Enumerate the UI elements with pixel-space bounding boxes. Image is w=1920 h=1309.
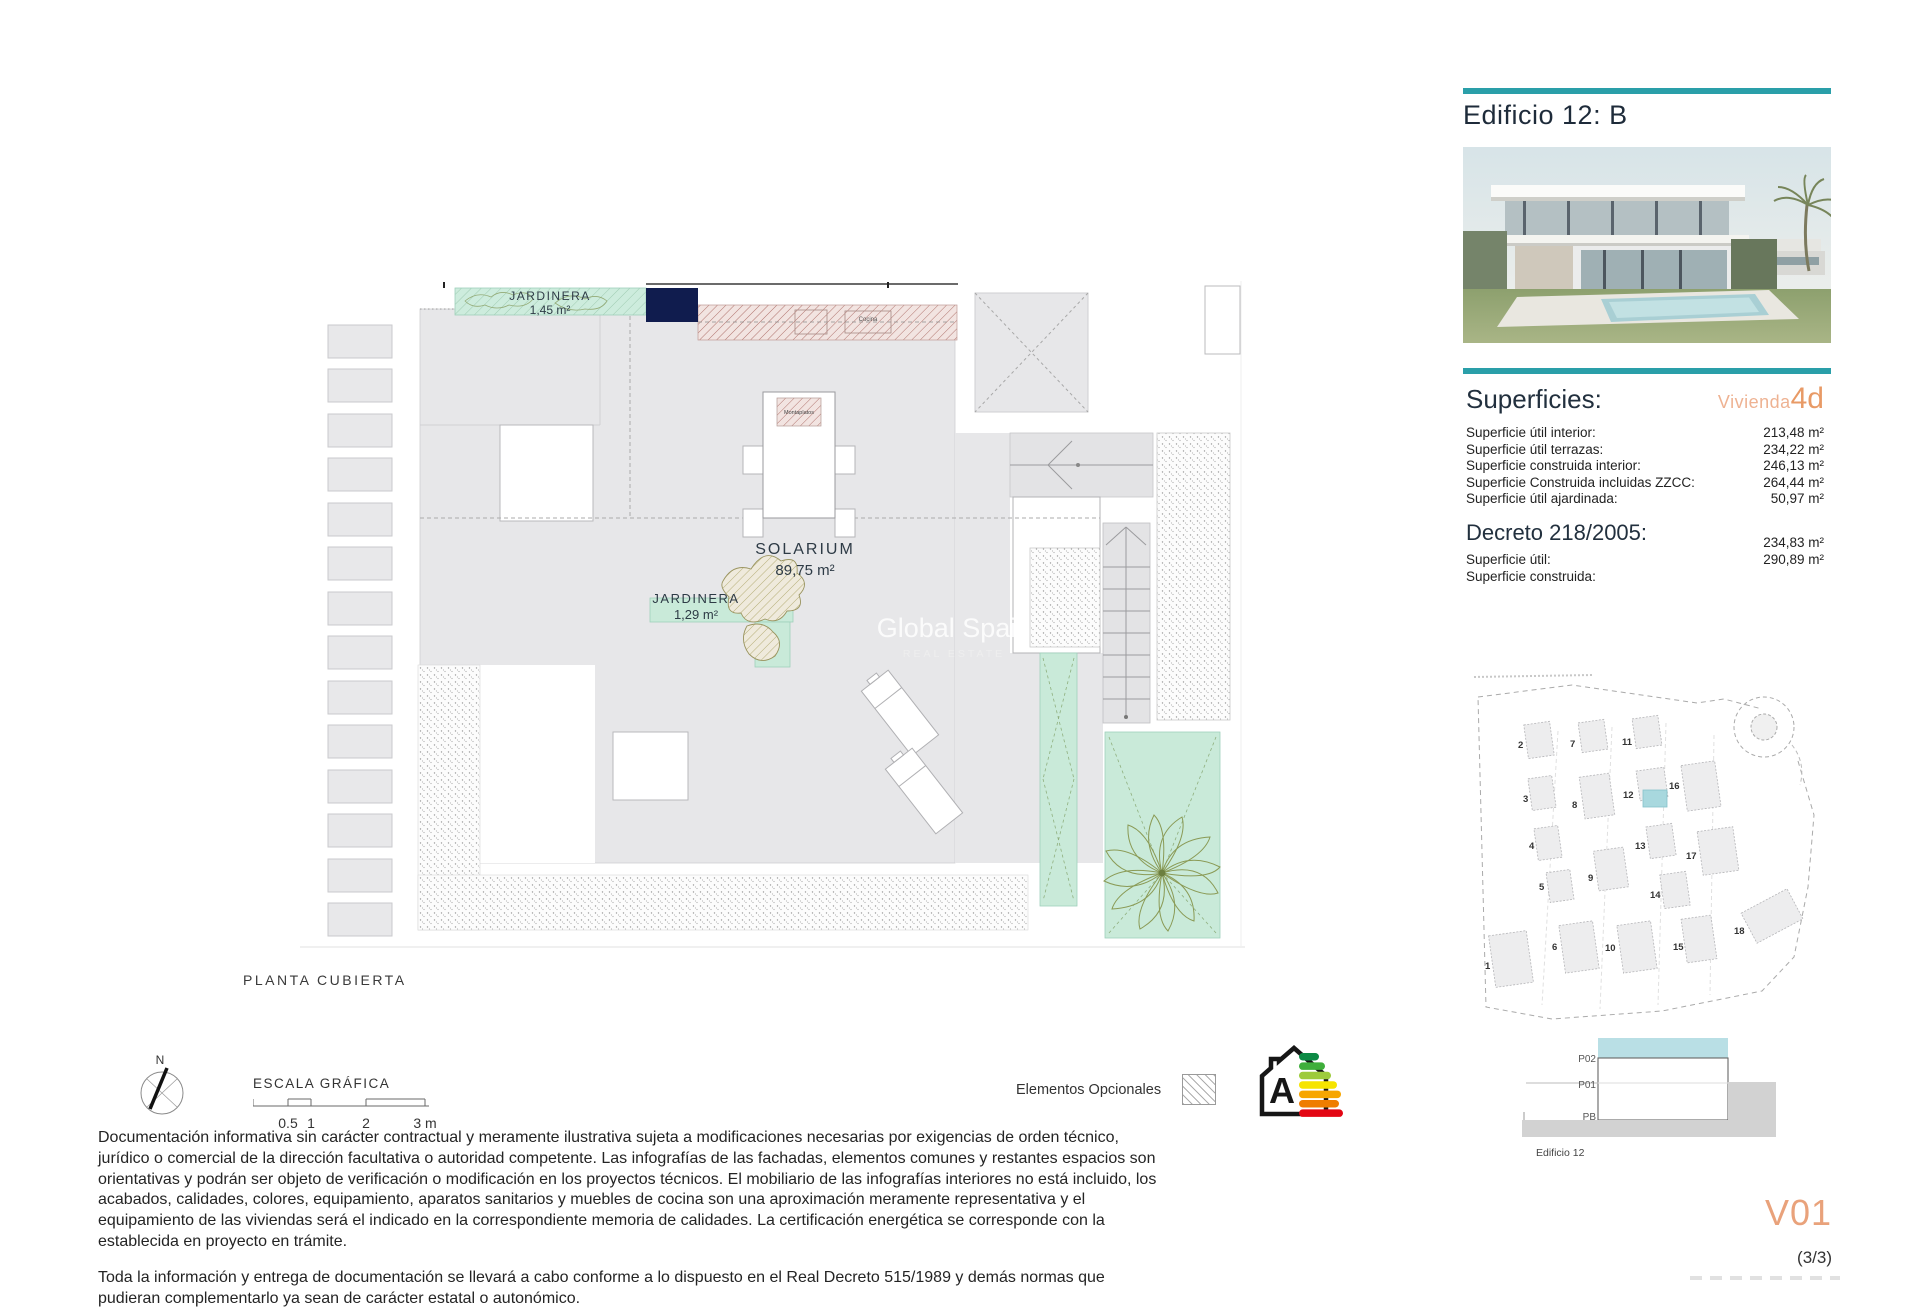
surface-label: Superficie Construida incluidas ZZCC: <box>1466 474 1695 490</box>
decreto-label: Superficie construida: <box>1466 569 1596 584</box>
teal-divider <box>1463 368 1831 374</box>
surface-row <box>1466 475 1824 492</box>
unit-badge <box>1718 382 1824 416</box>
building-section-diagram <box>1518 1032 1780 1164</box>
surface-value: 246,13 m² <box>1763 458 1824 474</box>
plot-number: 16 <box>1669 781 1680 792</box>
highlighted-level <box>1598 1038 1728 1058</box>
plot-number: 17 <box>1686 851 1697 862</box>
page-number: (3/3) <box>1797 1248 1832 1267</box>
compass-icon <box>136 1053 190 1119</box>
navy-block <box>646 288 698 322</box>
palm-garden <box>1104 732 1220 938</box>
plot-number: 2 <box>1518 740 1524 751</box>
scale-tick: 3 m <box>413 1115 437 1131</box>
optional-elements-label: Elementos Opcionales <box>1016 1082 1162 1098</box>
solarium-area: 89,75 m² <box>775 562 835 579</box>
planter-strip <box>1040 653 1077 906</box>
section-caption: Edificio 12 <box>1536 1147 1585 1159</box>
surface-value: 234,22 m² <box>1763 441 1824 457</box>
teal-divider <box>1463 88 1831 94</box>
louver-strip <box>328 325 392 936</box>
roof-x-square <box>975 293 1088 412</box>
plot-number: 18 <box>1734 926 1745 937</box>
graphic-scale <box>253 1076 453 1131</box>
jardinera-top-label: JARDINERA <box>509 289 591 303</box>
surface-label: Superficie construida interior: <box>1466 458 1641 474</box>
plot-number: 4 <box>1529 841 1535 852</box>
plot-number: 6 <box>1552 942 1558 953</box>
plan-caption: PLANTA CUBIERTA <box>243 972 407 988</box>
energy-letter: A <box>1269 1070 1295 1111</box>
scale-bar <box>253 1096 429 1110</box>
plot-number: 12 <box>1623 790 1634 801</box>
surface-value: 213,48 m² <box>1763 425 1824 440</box>
scale-tick: 2 <box>362 1115 370 1131</box>
decreto-title: Decreto 218/2005: <box>1466 520 1648 545</box>
energy-rating-icon <box>1252 1040 1344 1122</box>
site-plan-map <box>1462 665 1832 1025</box>
highlighted-plot <box>1643 790 1667 807</box>
decreto-section <box>1466 520 1824 585</box>
cocina-label: Cocina <box>858 317 878 323</box>
decreto-label: Superficie útil: <box>1466 552 1551 567</box>
plot-number: 13 <box>1635 841 1646 852</box>
svg-text:REAL ESTATE: REAL ESTATE <box>902 648 1006 660</box>
plot-number: 9 <box>1588 873 1594 884</box>
level-label: P01 <box>1578 1080 1596 1091</box>
version-label: V01 <box>1764 1192 1832 1233</box>
disclaimer-paragraph: Toda la información y entrega de documentación se llevará a cabo conforme a lo dispuesto en el Real Decreto 515/1989 y demás normas que pudieran complementarlo ya sean de carácter estatal o autonómico. <box>98 1268 1105 1307</box>
north-label: N <box>155 1053 165 1067</box>
scale-tick: 0.5 <box>278 1115 298 1131</box>
cutoff-footnote <box>1690 1276 1840 1280</box>
plot-number: 8 <box>1572 800 1578 811</box>
surface-row <box>1466 458 1824 475</box>
plot-number: 15 <box>1673 942 1684 953</box>
level-label: PB <box>1582 1112 1596 1123</box>
plot-number: 10 <box>1605 943 1616 954</box>
decreto-value: 234,83 m² <box>1763 535 1824 550</box>
jardinera-mid-area: 1,29 m² <box>673 607 719 622</box>
montaplatos-label: Montaplatos <box>784 410 814 416</box>
building-render-image <box>1463 147 1831 343</box>
surface-label: Superficie útil terrazas: <box>1466 441 1604 457</box>
plot-number: 7 <box>1570 739 1576 750</box>
solarium-label: SOLARIUM <box>755 541 855 558</box>
scale-title: ESCALA GRÁFICA <box>253 1076 391 1091</box>
energy-bars <box>1299 1053 1343 1117</box>
decreto-values <box>1763 534 1824 568</box>
surface-label: Superficie útil ajardinada: <box>1466 491 1618 507</box>
plot-number: 1 <box>1485 961 1491 972</box>
roof-floor-plan <box>300 281 1245 951</box>
decreto-value: 290,89 m² <box>1763 552 1824 567</box>
surface-label: Superficie útil interior: <box>1466 425 1596 440</box>
surfaces-title: Superficies: <box>1466 384 1602 414</box>
surface-row <box>1466 442 1824 459</box>
surface-value: 264,44 m² <box>1763 474 1824 490</box>
building-title: Edificio 12: B <box>1463 100 1628 130</box>
jardinera-mid-label: JARDINERA <box>652 591 740 606</box>
surface-value: 50,97 m² <box>1770 491 1824 507</box>
disclaimer-paragraph: Documentación informativa sin carácter contractual y meramente ilustrativa sujeta a modificaciones necesarias por exigencias de orden técnico, jurídico o comercial de la dirección facultativa o autoridad competente. Las infografías de las fachadas, elementos comunes y restantes espacios son orientativas y podrán ser objeto de verificación o modificación en los proyectos técnicos. El mobiliario de las infografías interiores no está incluido, los acabados, calidades, colores, equipamiento, aparatos sanitarios y muebles de cocina son una aproximación meramente representativa y el equipamiento de las viviendas será el indicado en la correspondiente memoria de calidades. La certificación energética se corresponde con la establecida en proyecto en trámite. <box>98 1129 1157 1250</box>
plot-number: 14 <box>1650 890 1661 901</box>
surfaces-section <box>1466 382 1824 508</box>
disclaimer <box>98 1128 1160 1309</box>
unit-code: 4d <box>1790 382 1824 415</box>
level-label: P02 <box>1578 1054 1596 1065</box>
plot-number: 5 <box>1539 882 1545 893</box>
unit-label: Vivienda <box>1717 392 1791 412</box>
surface-row <box>1466 425 1824 442</box>
plot-number: 3 <box>1523 794 1529 805</box>
jardinera-top-area: 1,45 m² <box>529 303 571 317</box>
svg-text:Global Spain: Global Spain <box>876 613 1032 643</box>
optional-hatch-swatch <box>1182 1074 1216 1105</box>
plot-number: 11 <box>1622 737 1633 748</box>
surface-row <box>1466 491 1824 508</box>
scale-tick: 1 <box>307 1115 315 1131</box>
